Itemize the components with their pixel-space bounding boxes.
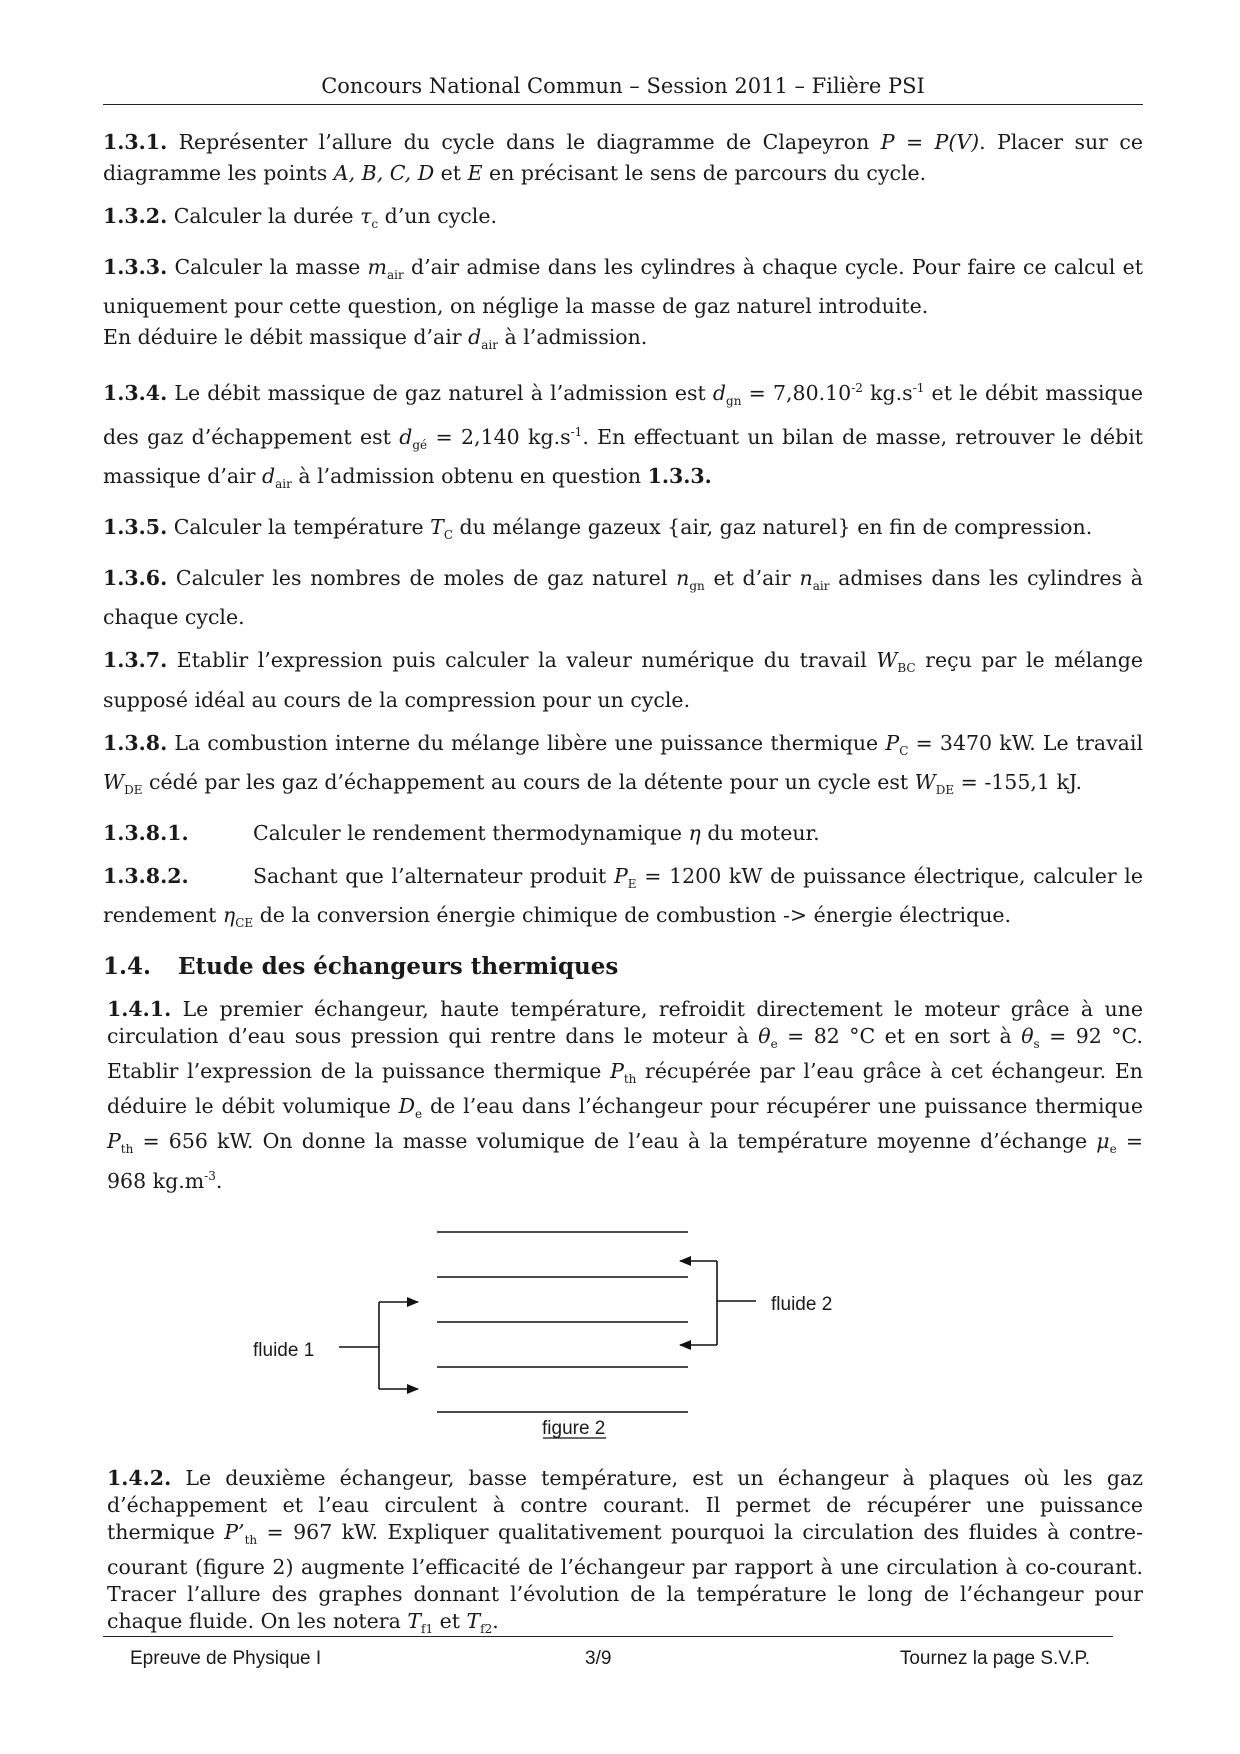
question-number: 1.4.1. bbox=[107, 996, 172, 1021]
question-number: 1.3.6. bbox=[103, 566, 168, 591]
figure-heat-exchanger bbox=[103, 1207, 1143, 1457]
question-number: 1.3.1. bbox=[103, 130, 168, 154]
footer-turn-page: Tournez la page S.V.P. bbox=[899, 1648, 1090, 1669]
footer-divider bbox=[103, 1636, 1113, 1637]
question-number: 1.3.8.2. bbox=[103, 863, 189, 888]
question-number: 1.3.2. bbox=[103, 204, 168, 228]
page-content bbox=[103, 127, 1143, 1655]
footer-exam-name: Epreuve de Physique I bbox=[130, 1648, 322, 1669]
question-1-3-6: 1.3.6. Calculer les nombres de moles de gaz naturel $n_{gn}$ et d’air $n_{air}$ admises dans les cylindres à chaque cycle. bbox=[103, 566, 1144, 630]
question-1-3-7: 1.3.7. Etablir l’expression puis calculer la valeur numérique du travail $W_{BC}$ reçu par le mélange supposé idéal au cours de la compression pour un cycle. bbox=[103, 648, 1143, 712]
question-number: 1.3.5. bbox=[103, 515, 168, 540]
header-title: Concours National Commun – Session 2011 – Filière PSI bbox=[321, 74, 925, 98]
question-number: 1.3.3. bbox=[103, 255, 168, 280]
question-number: 1.4.2. bbox=[107, 1466, 172, 1491]
question-number: 1.3.4. bbox=[103, 381, 168, 406]
figure-caption: figure 2 bbox=[542, 1418, 606, 1440]
question-1-3-2: 1.3.2. Calculer la durée $\tau_c$ d’un cycle. bbox=[103, 204, 497, 232]
exchanger-diagram bbox=[103, 1207, 1143, 1457]
fluid-1-label: fluide 1 bbox=[253, 1340, 315, 1362]
section-heading: 1.4. Etude des échangeurs thermiques bbox=[103, 952, 619, 980]
fluid-2-label: fluide 2 bbox=[771, 1294, 833, 1316]
question-1-4-1: 1.4.1. Le premier échangeur, haute température, refroidit directement le moteur grâce à une circulation d’eau sous pression qui rentre dans le moteur à $\theta_e = 82$ °C et en sort à $\theta_s = 92$ °C. Etablir l’expression de la puissance thermique $P_{th}$ récupérée par l’eau grâce à cet échangeur. En déduire le débit volumique $D_e$ de l’eau dans l’échangeur pour récupérer une puissance thermique $P_{th} = 656$ kW. On donne la masse volumique de l’eau à la température moyenne d’échange $\mu_e = 968$ $kg.m^{-3}$. bbox=[107, 996, 1143, 1194]
question-1-3-1: 1.3.1. Représenter l’allure du cycle dans le diagramme de Clapeyron P = P(V). Placer sur ce diagramme les points A, B, C, D et E en précisant le sens de parcours du cycle. bbox=[103, 130, 1144, 185]
question-1-3-8: 1.3.8. La combustion interne du mélange libère une puissance thermique $P_C = 3470$ kW. Le travail $W_{DE}$ cédé par les gaz d’échappement au cours de la détente pour un cycle est $W_{DE} = -155,1$ kJ. bbox=[103, 730, 1144, 797]
question-1-3-8-2: 1.3.8.2. Sachant que l’alternateur produit $P_E = 1200$ kW de puissance électrique, calculer le rendement $\eta_{CE}$ de la conversion énergie chimique de combustion -> énergie électrique. bbox=[103, 861, 1143, 939]
question-1-3-4: 1.3.4. Le débit massique de gaz naturel à l’admission est $d_{gn} = 7,80.10^{-2}$ $kg.s^{-1}$ et le débit massique des gaz d’échappement est $d_{gé} = 2,140$ $kg.s^{-1}$. En effectuant un bilan de masse, retrouver le débit massique d’air $d_{air}$ à l’admission obtenu en question 1.3.3. bbox=[103, 381, 1143, 492]
question-number: 1.3.8. bbox=[103, 730, 168, 755]
page-header bbox=[103, 74, 1143, 105]
question-1-3-8-1: 1.3.8.1. Calculer le rendement thermodynamique η du moteur. bbox=[103, 818, 1143, 849]
question-1-4-2: 1.4.2. Le deuxième échangeur, basse température, est un échangeur à plaques où les gaz d’échappement et l’eau circulent à contre courant. Il permet de récupérer une puissance thermique $P’_{th} = 967$ kW. Expliquer qualitativement pourquoi la circulation des fluides à contre-courant (figure 2) augmente l’efficacité de l’échangeur par rapport à une circulation à co-courant. Tracer l’allure des graphes donnant l’évolution de la température le long de l’échangeur pour chaque fluide. On les notera $T_{f1}$ et $T_{f2}$. bbox=[107, 1466, 1143, 1637]
page-number: 3/9 bbox=[585, 1648, 612, 1669]
question-number: 1.3.8.1. bbox=[103, 820, 189, 845]
question-number: 1.3.7. bbox=[103, 648, 168, 673]
question-1-3-3: 1.3.3. Calculer la masse $m_{air}$ d’air admise dans les cylindres à chaque cycle. Pour faire ce calcul et uniquement pour cette question, on néglige la masse de gaz naturel introduite. En déduire le débit massique d’air $d_{air}$ à l’admission. bbox=[103, 255, 1144, 353]
question-1-3-5: 1.3.5. Calculer la température $T_C$ du mélange gazeux {air, gaz naturel} en fin de compression. bbox=[103, 515, 1093, 543]
